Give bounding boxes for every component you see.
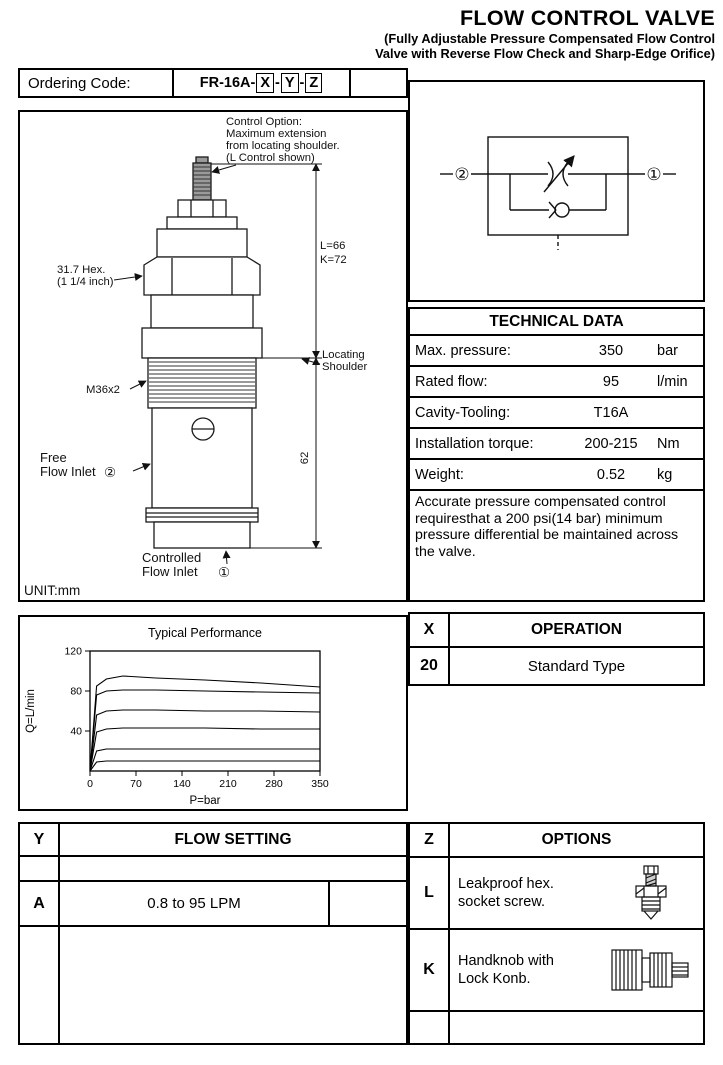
spec-value: T16A <box>593 404 629 421</box>
table-row <box>410 336 703 367</box>
x-tick-label: 210 <box>219 778 237 790</box>
table-row <box>410 398 703 429</box>
x-tick-label: 0 <box>87 778 93 790</box>
chart-ylabel: Q=L/min <box>25 689 37 733</box>
chart-series-setting-22 <box>90 749 320 771</box>
spec-value: 200-215 <box>584 435 638 452</box>
flow-setting-header-row <box>20 824 406 857</box>
spec-label: Weight: <box>415 466 464 483</box>
chart-title: Typical Performance <box>148 626 262 640</box>
valve-body-outline <box>142 157 262 548</box>
spec-label: Rated flow: <box>415 373 488 390</box>
table-row <box>410 648 703 684</box>
options-code-column: Z <box>410 824 450 856</box>
flow-setting-empty-row <box>20 857 406 882</box>
table-row <box>20 882 406 927</box>
operation-row-label: Standard Type <box>527 657 626 675</box>
chart-series-setting-80 <box>90 690 320 771</box>
page-subtitle-line2: Valve with Reverse Flow Check and Sharp-Edge Orifice) <box>375 46 715 62</box>
spec-unit: Nm <box>657 435 680 452</box>
control-option-label: Maximum extension <box>226 128 327 140</box>
thread-size-label: M36x2 <box>86 384 120 396</box>
technical-data-title: TECHNICAL DATA <box>410 309 703 336</box>
flow-setting-filler <box>20 927 406 1043</box>
valve-drawing-box <box>18 110 408 602</box>
x-tick-label: 350 <box>311 778 329 790</box>
flow-setting-code-column: Y <box>20 824 60 855</box>
table-row <box>410 429 703 460</box>
x-tick-label: 70 <box>130 778 142 790</box>
page-title: FLOW CONTROL VALVE <box>459 6 715 30</box>
table-row <box>410 858 703 930</box>
operation-row-code: 20 <box>410 648 450 684</box>
dim-lower-label: 62 <box>299 451 311 465</box>
option-k-label: Handknob with Lock Konb. <box>458 952 554 987</box>
ordering-code-x: X <box>256 73 274 93</box>
performance-chart <box>20 617 406 809</box>
symbol-port-2: ② <box>454 165 470 184</box>
spec-value: 350 <box>598 342 624 359</box>
page-subtitle-line1: (Fully Adjustable Pressure Compensated Flow Control <box>384 31 715 46</box>
chart-series-setting-10 <box>90 761 320 771</box>
symbol-schematic <box>440 137 676 250</box>
hex-socket-screw-icon <box>620 864 682 922</box>
handknob-icon <box>608 940 694 1000</box>
locating-shoulder-label: Locating <box>322 349 365 361</box>
header <box>375 6 715 61</box>
hex-size-label: 31.7 Hex. <box>57 264 106 276</box>
locating-shoulder-label: Shoulder <box>322 361 368 373</box>
controlled-flow-inlet-label: Flow Inlet <box>142 564 198 579</box>
options-filler <box>410 1012 703 1043</box>
option-l-label: Leakproof hex. socket screw. <box>458 875 554 910</box>
flow-setting-title: FLOW SETTING <box>174 830 292 848</box>
controlled-flow-inlet-label: Controlled <box>142 550 202 565</box>
options-header-row <box>410 824 703 858</box>
flow-setting-row-label: 0.8 to 95 LPM <box>147 895 241 912</box>
x-tick-label: 280 <box>265 778 283 790</box>
options-table <box>408 822 705 1045</box>
operation-title: OPERATION <box>531 621 622 638</box>
check-valve-symbol <box>555 203 569 217</box>
dim-upper-label: K=72 <box>320 254 347 266</box>
free-flow-inlet-label: Flow Inlet <box>40 464 96 479</box>
spec-label: Installation torque: <box>415 435 534 452</box>
y-tick-label: 120 <box>64 645 82 658</box>
y-tick-label: 40 <box>70 725 82 738</box>
ordering-code-label: Ordering Code: <box>28 74 131 92</box>
port-2-marker: ② <box>103 465 117 480</box>
chart-series-setting-60 <box>90 710 320 771</box>
option-l-code: L <box>410 858 450 928</box>
control-option-label: (L Control shown) <box>226 152 315 164</box>
ordering-code-sep2: - <box>299 75 305 91</box>
spec-unit: l/min <box>657 373 688 390</box>
options-title: OPTIONS <box>541 831 612 848</box>
option-k-code: K <box>410 930 450 1010</box>
spec-value: 0.52 <box>596 466 626 483</box>
spec-label: Cavity-Tooling: <box>415 404 511 421</box>
spec-value: 95 <box>602 373 620 390</box>
unit-label: UNIT:mm <box>24 583 81 598</box>
port-1-marker: ① <box>217 565 231 580</box>
technical-data-note: Accurate pressure compensated control requiresthat a 200 psi(14 bar) minimum pressure differential be maintained across the valve. <box>415 494 679 560</box>
symbol-port-1: ① <box>646 165 662 184</box>
ordering-code-sep1: - <box>275 75 280 91</box>
operation-table <box>408 612 705 686</box>
operation-code-column: X <box>410 614 450 646</box>
table-row <box>410 367 703 398</box>
hydraulic-symbol-box <box>408 80 705 302</box>
ordering-code-box <box>18 68 408 98</box>
ordering-code-spare-cell <box>349 70 406 96</box>
control-option-label: Control Option: <box>226 116 302 128</box>
flow-setting-table <box>18 822 408 1045</box>
flow-setting-side-cell <box>328 882 406 925</box>
ordering-code-y: Y <box>281 73 299 93</box>
dim-upper-label: L=66 <box>320 240 346 252</box>
flow-setting-row-code: A <box>20 882 60 925</box>
hex-size-label: (1 1/4 inch) <box>57 276 114 288</box>
hydraulic-symbol <box>410 82 703 300</box>
table-row <box>410 930 703 1012</box>
control-option-label: from locating shoulder. <box>226 140 340 152</box>
technical-data-table <box>408 307 705 602</box>
ordering-code-z: Z <box>305 73 322 93</box>
table-row <box>410 460 703 491</box>
operation-header-row <box>410 614 703 648</box>
free-flow-inlet-label: Free <box>40 450 67 465</box>
x-tick-label: 140 <box>173 778 191 790</box>
ordering-code-value <box>172 70 349 96</box>
performance-chart-box <box>18 615 408 811</box>
valve-drawing <box>20 112 406 600</box>
chart-xlabel: P=bar <box>189 795 221 807</box>
spec-unit: bar <box>657 342 678 359</box>
spec-unit: kg <box>657 466 673 483</box>
y-tick-label: 80 <box>70 685 82 698</box>
ordering-code-prefix: FR-16A- <box>199 75 256 91</box>
spec-label: Max. pressure: <box>415 342 511 359</box>
